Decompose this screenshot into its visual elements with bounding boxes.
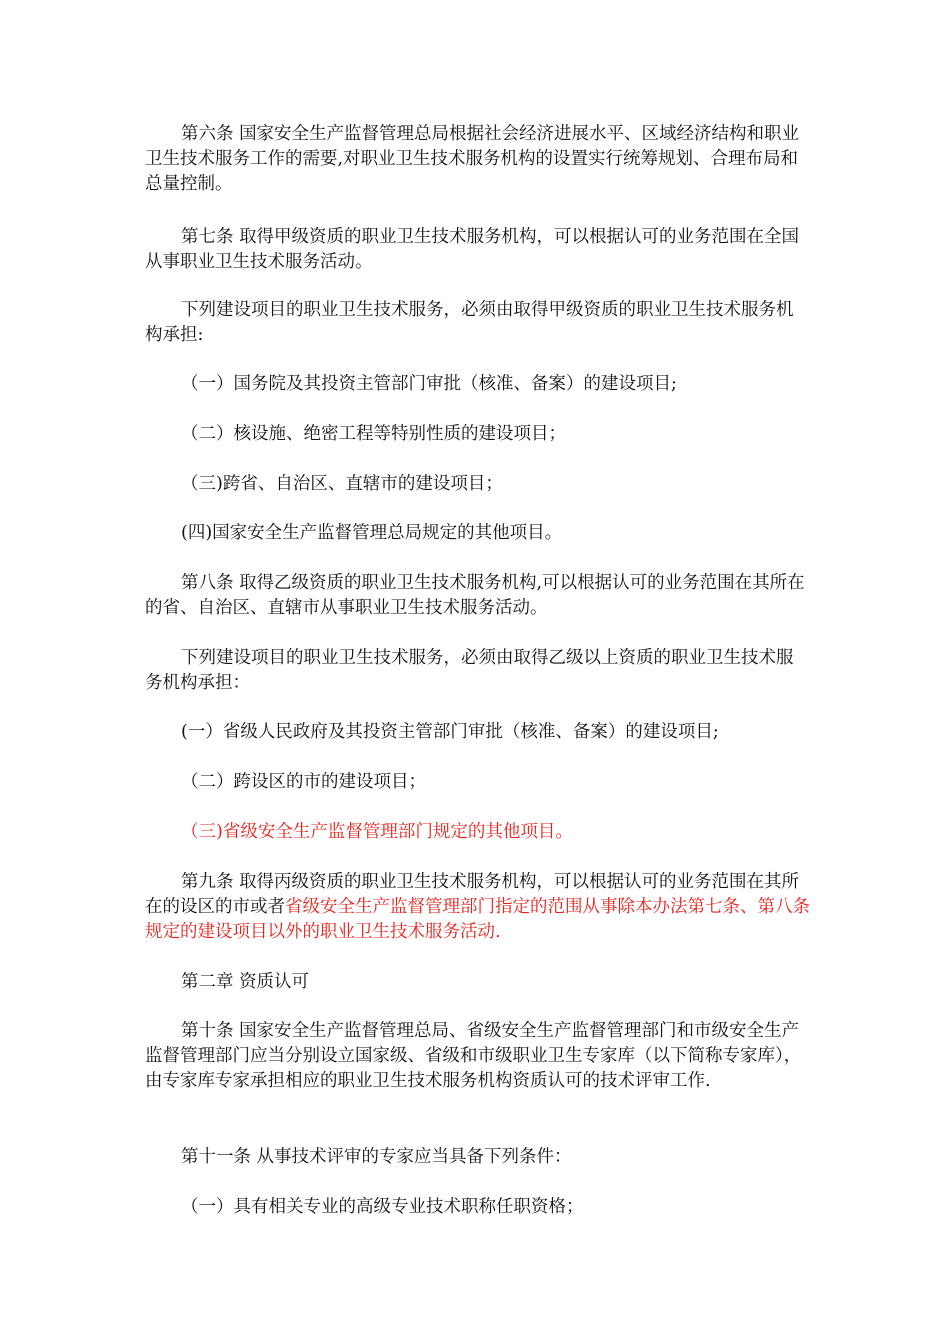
- article-10: 第十条 国家安全生产监督管理总局、省级安全生产监督管理部门和市级安全生产监督管理部门应当分别设立国家级、省级和市级职业卫生专家库（以下简称专家库），由专家库专家承担相应的职业卫生技术服务机构资质认可的技术评审工作.: [145, 1021, 802, 1091]
- article-8-item-2: （二）跨设区的市的建设项目；: [181, 772, 426, 792]
- article-8-item-1: (一）省级人民政府及其投资主管部门审批（核准、备案）的建设项目;: [181, 722, 719, 742]
- article-7-item-2: （二）核设施、绝密工程等特别性质的建设项目；: [181, 424, 566, 444]
- article-7-item-3: （三)跨省、自治区、直辖市的建设项目；: [181, 474, 503, 494]
- chapter-2-heading: 第二章 资质认可: [181, 972, 310, 992]
- article-7-list-intro: 下列建设项目的职业卫生技术服务，必须由取得甲级资质的职业卫生技术服务机构承担:: [145, 300, 794, 345]
- article-6: 第六条 国家安全生产监督管理总局根据社会经济进展水平、区域经济结构和职业卫生技术服务工作的需要,对职业卫生技术服务机构的设置实行统筹规划、合理布局和总量控制。: [145, 124, 800, 194]
- article-9: 第九条 取得丙级资质的职业卫生技术服务机构，可以根据认可的业务范围在其所在的设区的市或者省级安全生产监督管理部门指定的范围从事除本办法第七条、第八条规定的建设项目以外的职业卫生技术服务活动.: [145, 872, 810, 942]
- article-11-item-1: （一）具有相关专业的高级专业技术职称任职资格；: [181, 1197, 584, 1217]
- article-8: 第八条 取得乙级资质的职业卫生技术服务机构,可以根据认可的业务范围在其所在的省、自治区、直辖市从事职业卫生技术服务活动。: [145, 573, 805, 618]
- article-7-item-1: （一）国务院及其投资主管部门审批（核准、备案）的建设项目;: [181, 374, 677, 394]
- article-7-item-4: (四)国家安全生产监督管理总局规定的其他项目。: [181, 523, 563, 543]
- article-9-highlight: 省级安全生产监督管理部门指定的范围从事除本办法第七条、第八条规定的建设项目以外的职业卫生技术服务活动.: [145, 897, 810, 942]
- article-7: 第七条 取得甲级资质的职业卫生技术服务机构，可以根据认可的业务范围在全国从事职业卫生技术服务活动。: [145, 227, 800, 272]
- article-8-item-3: （三)省级安全生产监督管理部门规定的其他项目。: [181, 822, 573, 842]
- article-8-list-intro: 下列建设项目的职业卫生技术服务，必须由取得乙级以上资质的职业卫生技术服务机构承担：: [145, 648, 794, 693]
- article-11: 第十一条 从事技术评审的专家应当具备下列条件：: [181, 1147, 572, 1167]
